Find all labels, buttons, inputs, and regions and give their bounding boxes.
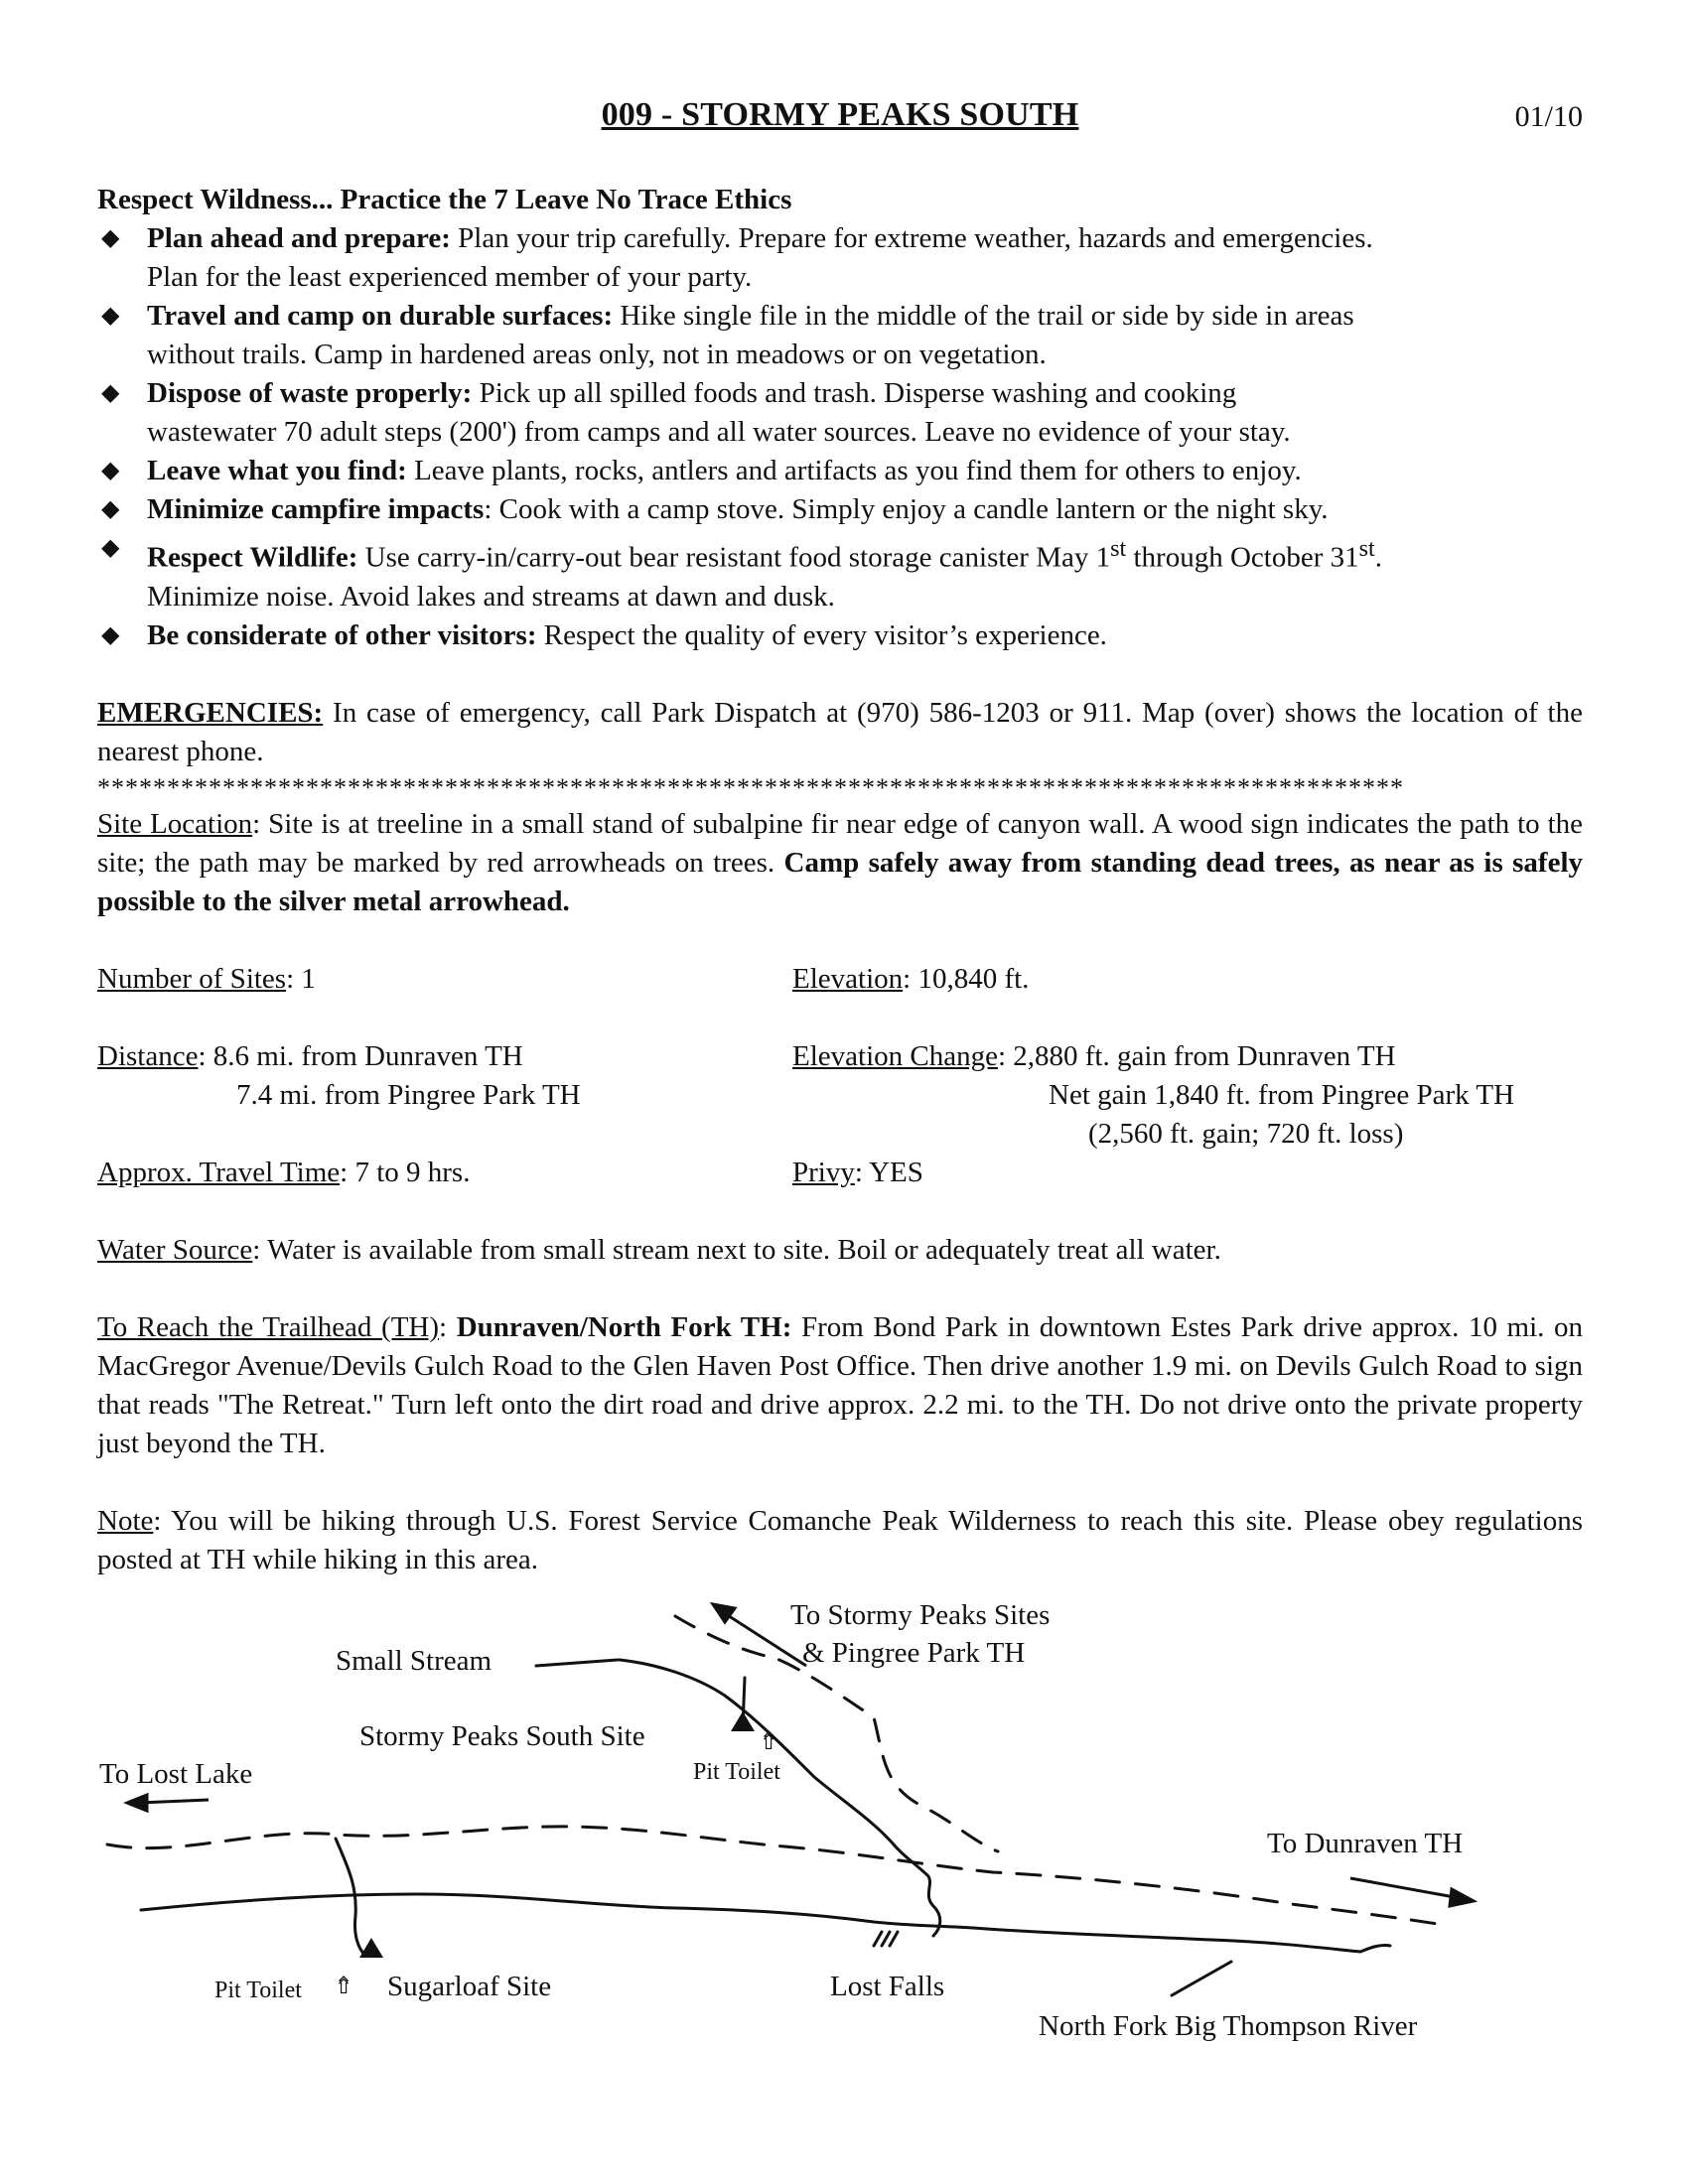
- falls-marks: [874, 1932, 898, 1946]
- elevation-change-value-3: (2,560 ft. gain; 720 ft. loss): [1088, 1117, 1404, 1150]
- river-leader-line: [1172, 1962, 1231, 1995]
- site-location-warning: Camp safely away from standing dead trees, as near as is safely possible to the silver metal arrowhead.: [97, 846, 1584, 917]
- label-pit-toilet-2: Pit Toilet: [214, 1978, 302, 2003]
- distance-label: Distance: [97, 1039, 199, 1072]
- site-facts: [97, 960, 1583, 1192]
- lnt-item-text: wastewater 70 adult steps (200') from camps and all water sources. Leave no evidence of your stay.: [147, 416, 1291, 448]
- diamond-bullet-icon: ◆: [101, 303, 120, 329]
- privy-label: Privy: [792, 1156, 855, 1188]
- lnt-item-title: Minimize campfire impacts: [147, 493, 485, 525]
- river-line: [141, 1894, 1390, 1952]
- trailhead-colon: :: [439, 1310, 457, 1343]
- trailhead-name: Dunraven/North Fork TH:: [456, 1310, 792, 1343]
- trail-map: [0, 1578, 1688, 2045]
- lnt-item-text: .: [1374, 541, 1382, 574]
- sites-label: Number of Sites: [97, 962, 287, 995]
- label-to-stormy-peaks: To Stormy Peaks Sites: [790, 1599, 1051, 1631]
- lnt-item-title: Leave what you find:: [147, 455, 407, 486]
- to-lost-lake-arrow-line: [139, 1800, 209, 1803]
- revision-date: 01/10: [1514, 100, 1583, 133]
- elevation-label: Elevation: [792, 962, 904, 995]
- list-item: [97, 490, 1583, 529]
- lnt-item-text: : Cook with a camp stove. Simply enjoy a candle lantern or the night sky.: [484, 493, 1329, 525]
- lnt-list: [97, 219, 1583, 655]
- sugarloaf-site-marker: [359, 1938, 383, 1958]
- label-pingree-park: & Pingree Park TH: [802, 1637, 1026, 1669]
- diamond-bullet-icon: ◆: [101, 458, 120, 483]
- ordinal-suffix: st: [1358, 535, 1375, 562]
- lnt-item-title: Plan ahead and prepare:: [147, 222, 451, 254]
- emergencies-label: EMERGENCIES:: [97, 696, 324, 729]
- document-page: [97, 95, 1583, 1579]
- lnt-item-title: Be considerate of other visitors:: [147, 618, 537, 651]
- lnt-item-title: Respect Wildlife:: [147, 541, 358, 574]
- diamond-bullet-icon: ◆: [101, 621, 120, 648]
- site-location-section: [97, 805, 1583, 921]
- small-stream-line: [620, 1660, 940, 1936]
- site-location-text: : Site is at treeline in a small stand of subalpine fir near edge of canyon wall. A wood sign indicates the path to the site; the path may be marked by red arrowheads on trees.: [97, 807, 1584, 879]
- list-item: [97, 529, 1583, 616]
- lnt-item-text: without trails. Camp in hardened areas only, not in meadows or on vegetation.: [147, 339, 1047, 370]
- diamond-bullet-icon: ◆: [101, 496, 120, 522]
- label-lost-falls: Lost Falls: [830, 1971, 945, 2002]
- travel-time-label: Approx. Travel Time: [97, 1156, 341, 1188]
- water-source-label: Water Source: [97, 1233, 253, 1266]
- diamond-bullet-icon: ◆: [101, 535, 120, 561]
- pit-toilet-icon: ⇮: [334, 1974, 354, 1999]
- to-dunraven-arrowhead: [1450, 1889, 1474, 1906]
- lnt-item-text: Hike single file in the middle of the trail or side by side in areas: [613, 300, 1354, 332]
- diamond-bullet-icon: ◆: [101, 225, 120, 251]
- elevation-change-value-2: Net gain 1,840 ft. from Pingree Park TH: [1049, 1078, 1515, 1111]
- lnt-item-title: Dispose of waste properly:: [147, 377, 473, 409]
- list-item: [97, 452, 1583, 490]
- facts-left-column: [97, 960, 792, 1192]
- lnt-item-text: Leave plants, rocks, antlers and artifacts as you find them for others to enjoy.: [406, 455, 1302, 486]
- label-river: North Fork Big Thompson River: [1039, 2010, 1418, 2042]
- lnt-item-text: Use carry-in/carry-out bear resistant food storage canister May 1: [357, 541, 1111, 574]
- note-section: [97, 1502, 1583, 1579]
- diamond-bullet-icon: ◆: [101, 380, 120, 406]
- label-pit-toilet-1: Pit Toilet: [693, 1759, 780, 1785]
- list-item: [97, 219, 1583, 297]
- page-title: 009 - STORMY PEAKS SOUTH: [601, 96, 1079, 133]
- label-stormy-peaks-south-site: Stormy Peaks South Site: [359, 1720, 645, 1752]
- sites-value: : 1: [286, 962, 316, 995]
- lnt-item-text: Pick up all spilled foods and trash. Disperse washing and cooking: [472, 377, 1237, 409]
- label-sugarloaf-site: Sugarloaf Site: [387, 1971, 552, 2002]
- site-location-label: Site Location: [97, 807, 253, 840]
- elevation-change-label: Elevation Change: [792, 1039, 998, 1072]
- distance-value: : 8.6 mi. from Dunraven TH: [198, 1039, 523, 1072]
- lnt-item-text: Plan for the least experienced member of your party.: [147, 261, 753, 293]
- emergencies-section: [97, 694, 1583, 771]
- facts-right-column: [792, 960, 1583, 1192]
- water-source-section: [97, 1231, 1583, 1270]
- distance-value-2: 7.4 mi. from Pingree Park TH: [236, 1078, 581, 1111]
- to-dunraven-arrow-line: [1350, 1878, 1460, 1898]
- list-item: [97, 616, 1583, 655]
- elevation-value: : 10,840 ft.: [903, 962, 1030, 995]
- list-item: [97, 374, 1583, 452]
- lnt-heading: Respect Wildness... Practice the 7 Leave No Trace Ethics: [97, 184, 792, 215]
- water-source-text: : Water is available from small stream next to site. Boil or adequately treat all water.: [252, 1233, 1221, 1266]
- lnt-item-text: Minimize noise. Avoid lakes and streams at dawn and dusk.: [147, 580, 835, 613]
- ordinal-suffix: st: [1110, 535, 1127, 562]
- sugarloaf-path: [336, 1839, 365, 1956]
- lnt-item-text: Respect the quality of every visitor’s experience.: [536, 618, 1107, 651]
- trailhead-directions: From Bond Park in downtown Estes Park drive approx. 10 mi. on MacGregor Avenue/Devils Gulch Road to the Glen Haven Post Office. Then drive another 1.9 mi. on Devils Gulch Road to sign that reads "The Retreat." Turn left onto the dirt road and drive approx. 2.2 mi. to the TH. Do not drive onto the private property just beyond the TH.: [97, 1310, 1584, 1459]
- elevation-change-value: : 2,880 ft. gain from Dunraven TH: [997, 1039, 1396, 1072]
- list-item: [97, 297, 1583, 374]
- page-header: [97, 95, 1583, 155]
- stream-leader-line: [536, 1660, 618, 1666]
- lnt-item-text: through October 31: [1126, 541, 1359, 574]
- to-lost-lake-arrowhead: [127, 1795, 147, 1811]
- emergencies-text: In case of emergency, call Park Dispatch at (970) 586-1203 or 911. Map (over) shows the location of the nearest phone.: [97, 696, 1583, 767]
- pit-toilet-icon: ⇮: [759, 1729, 779, 1755]
- stormy-site-marker: [731, 1711, 755, 1731]
- label-small-stream: Small Stream: [336, 1645, 492, 1677]
- note-label: Note: [97, 1504, 154, 1537]
- separator-line: **********************************************************************************************: [97, 772, 1404, 802]
- note-text: : You will be hiking through U.S. Forest Service Comanche Peak Wilderness to reach this site. Please obey regulations posted at TH while hiking in this area.: [97, 1504, 1583, 1575]
- lnt-item-title: Travel and camp on durable surfaces:: [147, 300, 614, 332]
- travel-time-value: : 7 to 9 hrs.: [340, 1156, 471, 1188]
- main-trail: [107, 1827, 1450, 1926]
- label-to-lost-lake: To Lost Lake: [99, 1758, 253, 1790]
- trailhead-label: To Reach the Trailhead (TH): [97, 1310, 440, 1343]
- trailhead-section: [97, 1308, 1583, 1463]
- label-to-dunraven: To Dunraven TH: [1267, 1828, 1464, 1859]
- privy-value: : YES: [854, 1156, 923, 1188]
- lnt-item-text: Plan your trip carefully. Prepare for extreme weather, hazards and emergencies.: [450, 222, 1373, 254]
